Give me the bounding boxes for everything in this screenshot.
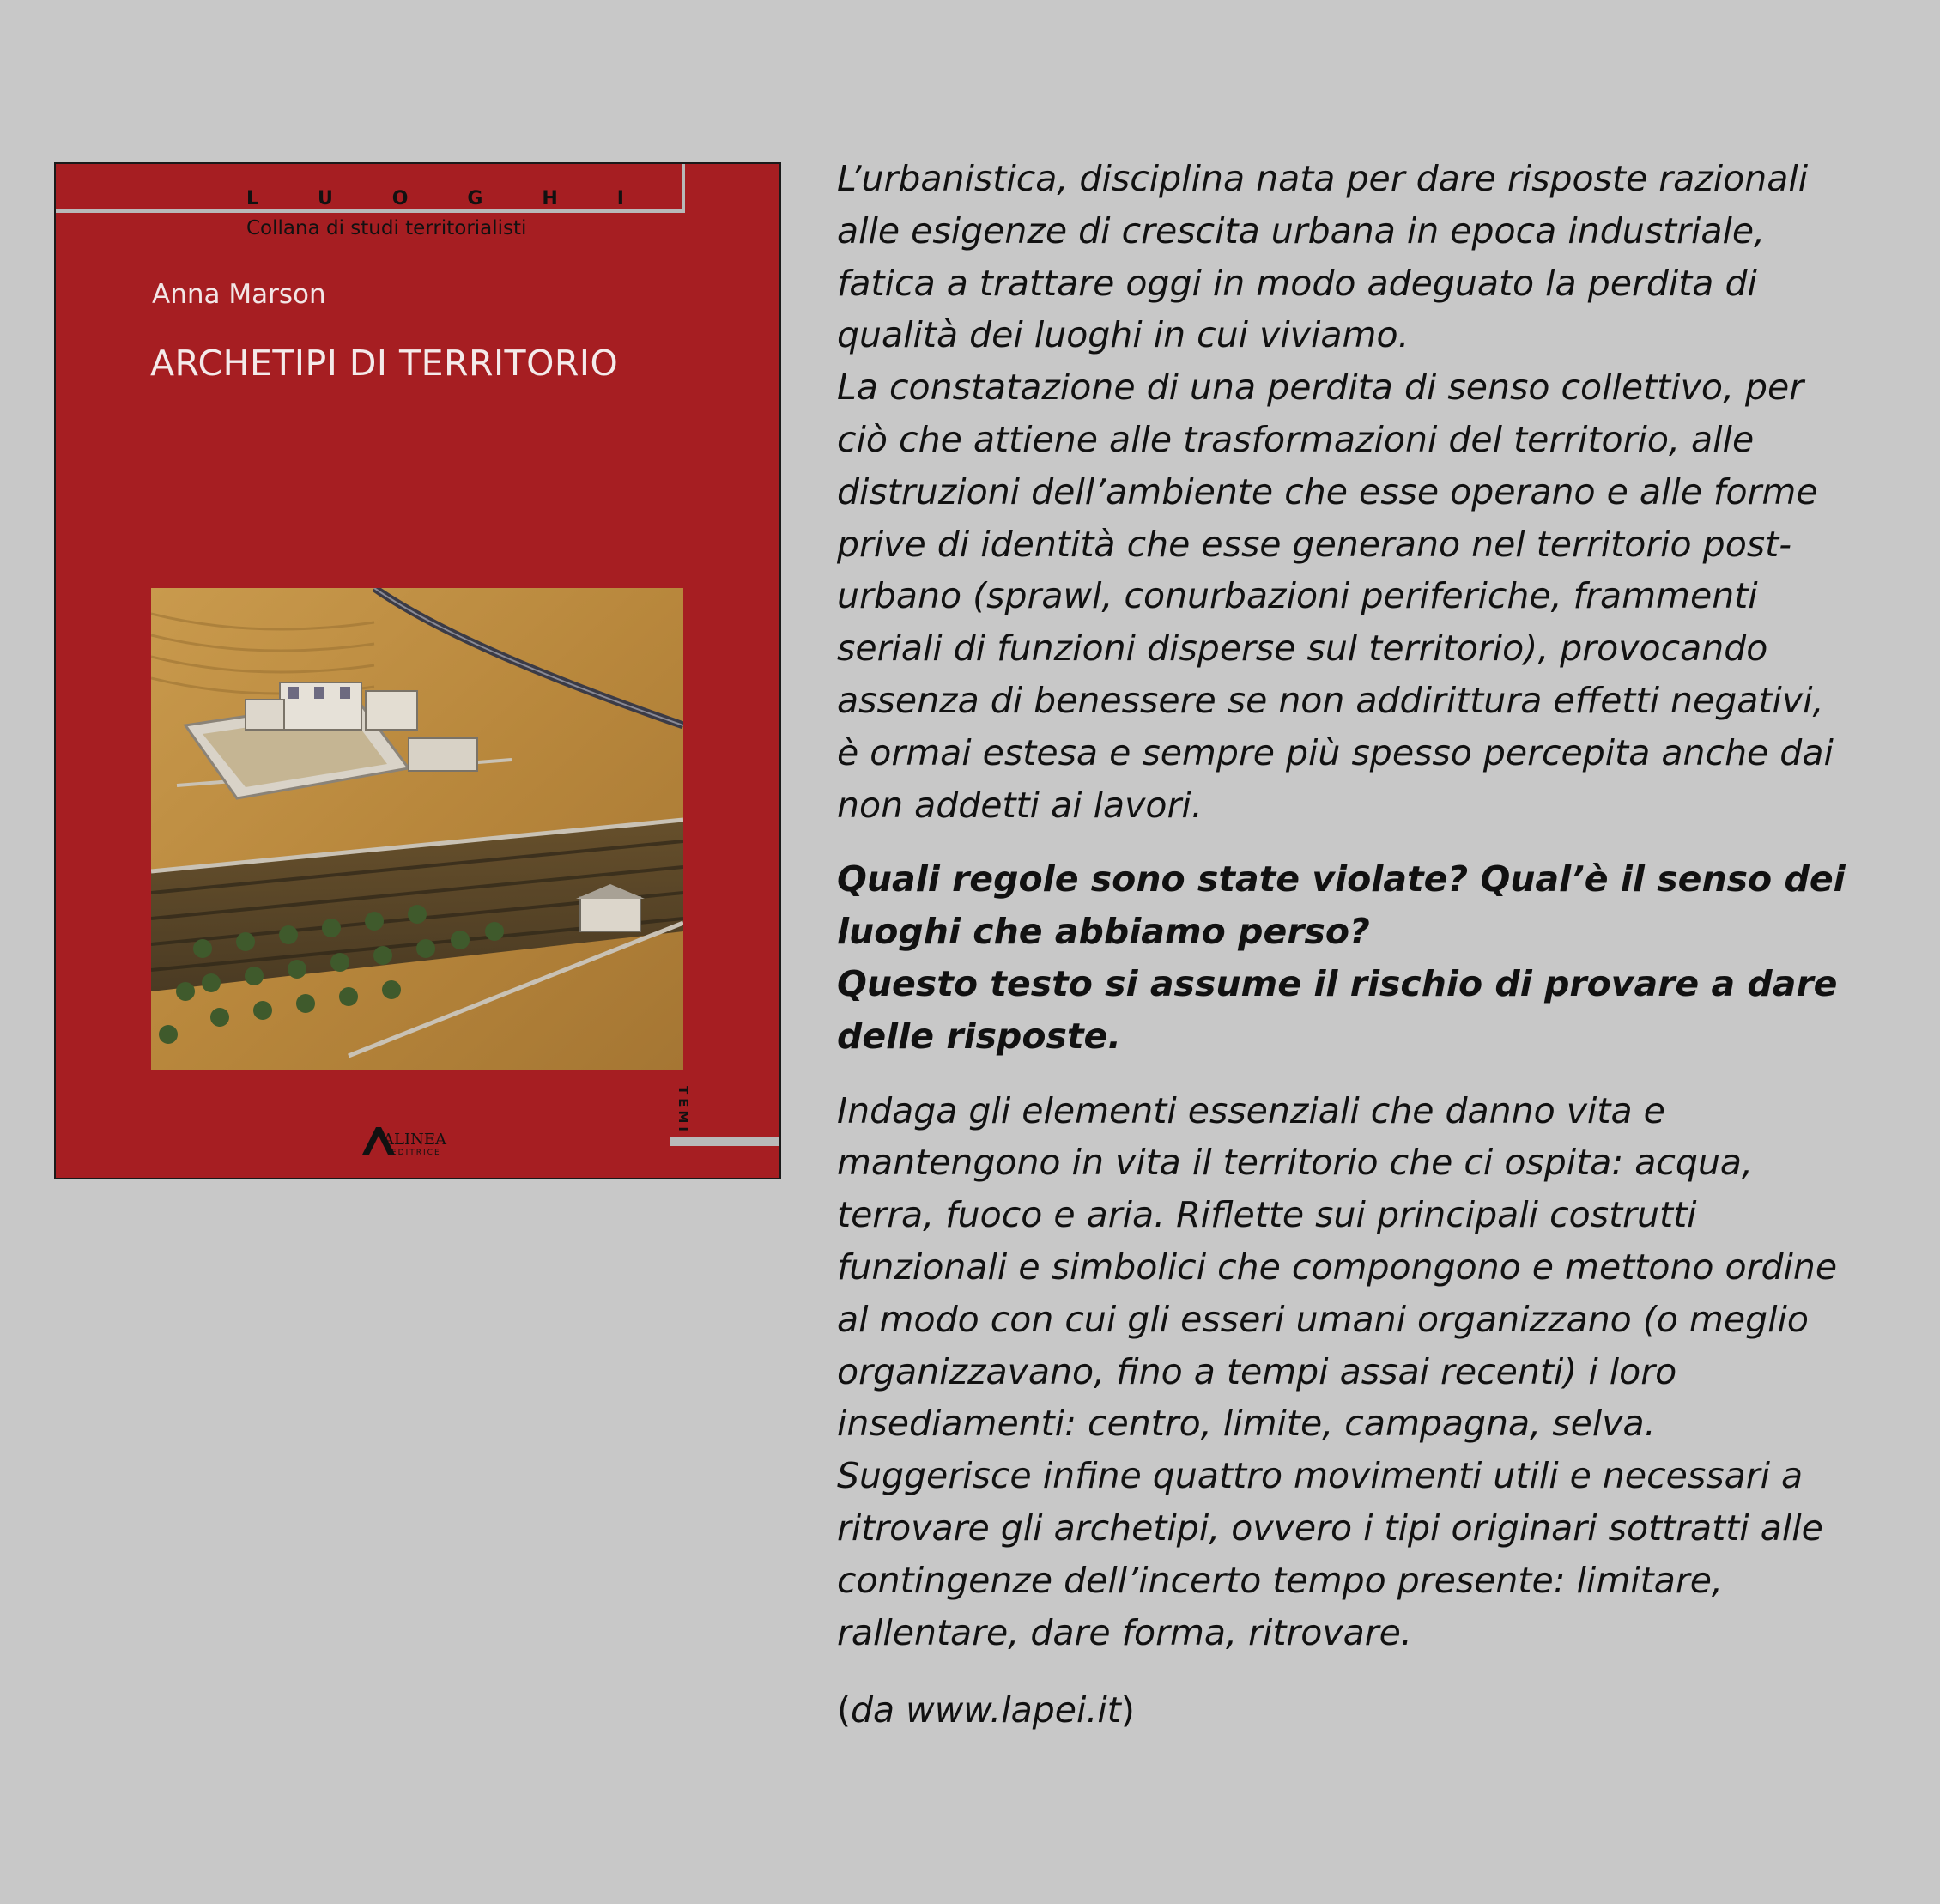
publisher-sub: EDITRICE [391, 1149, 441, 1157]
series-letter: I [616, 188, 624, 209]
series-letter: U [317, 188, 333, 209]
description-questions: Quali regole sono state violate? Qual’è il senso dei luoghi che abbiamo perso? Questo testo si assume il rischio di provare a dare delle risposte. [837, 858, 1846, 1057]
series-letter: G [467, 188, 483, 209]
book-title: ARCHETIPI DI TERRITORIO [150, 343, 619, 384]
series-letter: L [246, 188, 259, 209]
book-description [837, 153, 1886, 1737]
collection-label: TEMI [676, 1086, 691, 1135]
series-name [246, 188, 624, 209]
description-intro: L’urbanistica, disciplina nata per dare risposte razionali alle esigenze di crescita urbana in epoca industriale, fatica a trattare oggi in modo adeguato la perdita di qualità dei luoghi in cui viviamo. La constatazione di una perdita di senso collettivo, per ciò che attiene alle trasformazioni del territorio, alle distruzioni dell’ambiente che esse operano e alle forme prive di identità che esse generano nel territorio post- urbano (sprawl, conurbazioni periferiche, frammenti seriali di funzioni disperse sul territorio), provocando assenza di benessere se non addirittura effetti negativi, è ormai estesa e sempre più spesso percepita anche dai non addetti ai lavori. [837, 158, 1834, 826]
series-letter: H [542, 188, 558, 209]
description-source [837, 1684, 1886, 1737]
publisher-name: ALINEA [383, 1131, 446, 1149]
source-link[interactable]: da www.lapei.it [851, 1689, 1121, 1731]
collection-bar [670, 1137, 779, 1146]
source-paren-close: ) [1120, 1689, 1135, 1731]
series-subtitle: Collana di studi territorialisti [246, 217, 527, 240]
book-cover [54, 162, 781, 1179]
series-letter: O [391, 188, 409, 209]
book-author: Anna Marson [152, 279, 326, 310]
cover-photo-farmstead [151, 588, 683, 1070]
description-body: Indaga gli elementi essenziali che danno vita e mantengono in vita il territorio che ci ospita: acqua, terra, fuoco e aria. Riflette sui principali costrutti funzionali e simbolici che compongono e mettono ordine al modo con cui gli esseri umani organizzano (o meglio organizzavano, fino a tempi assai recenti) i loro insediamenti: centro, limite, campagna, selva. Suggerisce infine quattro movimenti utili e necessari a ritrovare gli archetipi, ovvero i tipi originari sottratti alle contingenze dell’incerto tempo presente: limitare, rallentare, dare forma, ritrovare. [837, 1089, 1838, 1653]
source-paren-open: ( [837, 1689, 851, 1731]
publisher-logo [361, 1120, 455, 1158]
